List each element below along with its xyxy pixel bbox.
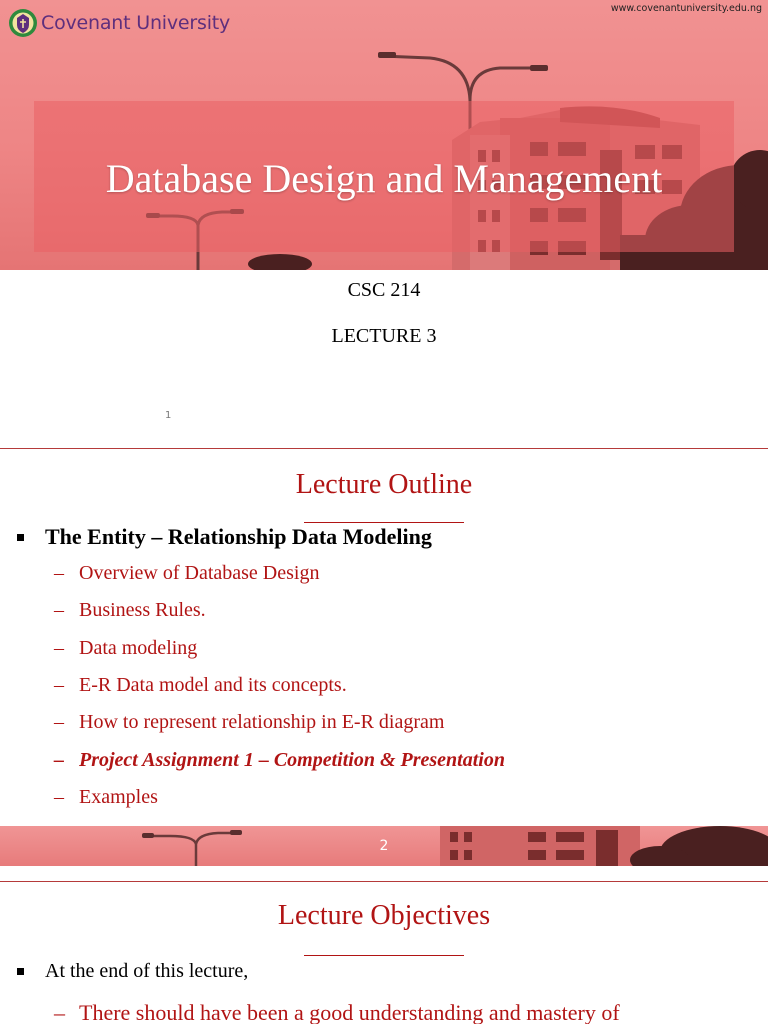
dash-bullet: – bbox=[54, 749, 64, 771]
title-banner bbox=[0, 0, 768, 270]
sub-item-understanding bbox=[54, 1000, 620, 1024]
sub-item-business-rules bbox=[54, 599, 206, 622]
bullet-item bbox=[17, 524, 432, 550]
title-underline bbox=[304, 955, 464, 956]
slide-title-outline: Lecture Outline bbox=[295, 469, 473, 500]
dash-bullet: – bbox=[54, 786, 64, 808]
title-underline bbox=[304, 522, 464, 523]
sub-item-text: Examples bbox=[79, 786, 158, 808]
dash-bullet: – bbox=[54, 1000, 65, 1024]
square-bullet-icon bbox=[17, 534, 24, 541]
dash-bullet: – bbox=[54, 562, 64, 584]
sub-item-text: Overview of Database Design bbox=[79, 562, 320, 584]
dash-bullet: – bbox=[54, 637, 64, 659]
slide-divider bbox=[0, 448, 768, 449]
dash-bullet: – bbox=[54, 674, 64, 696]
university-logo bbox=[8, 8, 230, 38]
logo-text: Covenant University bbox=[41, 12, 231, 34]
sub-item-text: Business Rules. bbox=[79, 599, 206, 621]
sub-item-text: E-R Data model and its concepts. bbox=[79, 674, 347, 696]
bullet-item bbox=[17, 960, 248, 983]
sub-item-text: There should have been a good understanding and mastery of bbox=[79, 1000, 620, 1024]
dash-bullet: – bbox=[54, 711, 64, 733]
crest-icon bbox=[8, 8, 38, 38]
sub-item-overview bbox=[54, 562, 319, 585]
slide-number: 2 bbox=[379, 838, 389, 854]
sub-item-text: Project Assignment 1 – Competition & Presentation bbox=[79, 749, 505, 771]
title-slide bbox=[0, 0, 768, 448]
sub-item-project-assignment bbox=[54, 749, 505, 772]
bullet-text: At the end of this lecture, bbox=[45, 960, 249, 982]
presentation-title: Database Design and Management bbox=[105, 156, 663, 201]
sub-item-text: How to represent relationship in E-R diagram bbox=[79, 711, 445, 733]
course-code: CSC 214 bbox=[347, 279, 421, 301]
slide-title-objectives: Lecture Objectives bbox=[277, 900, 491, 931]
slide-divider bbox=[0, 881, 768, 882]
website-url[interactable]: www.covenantuniversity.edu.ng bbox=[610, 3, 762, 14]
sub-item-er-model bbox=[54, 674, 347, 697]
sub-item-text: Data modeling bbox=[79, 637, 198, 659]
dash-bullet: – bbox=[54, 599, 64, 621]
sub-item-data-modeling bbox=[54, 637, 197, 660]
lecture-number: LECTURE 3 bbox=[331, 325, 437, 347]
square-bullet-icon bbox=[17, 968, 24, 975]
sub-item-examples bbox=[54, 786, 158, 809]
sub-item-relationship bbox=[54, 711, 444, 734]
slide-number: 1 bbox=[165, 410, 172, 421]
bullet-text: The Entity – Relationship Data Modeling bbox=[45, 524, 432, 549]
